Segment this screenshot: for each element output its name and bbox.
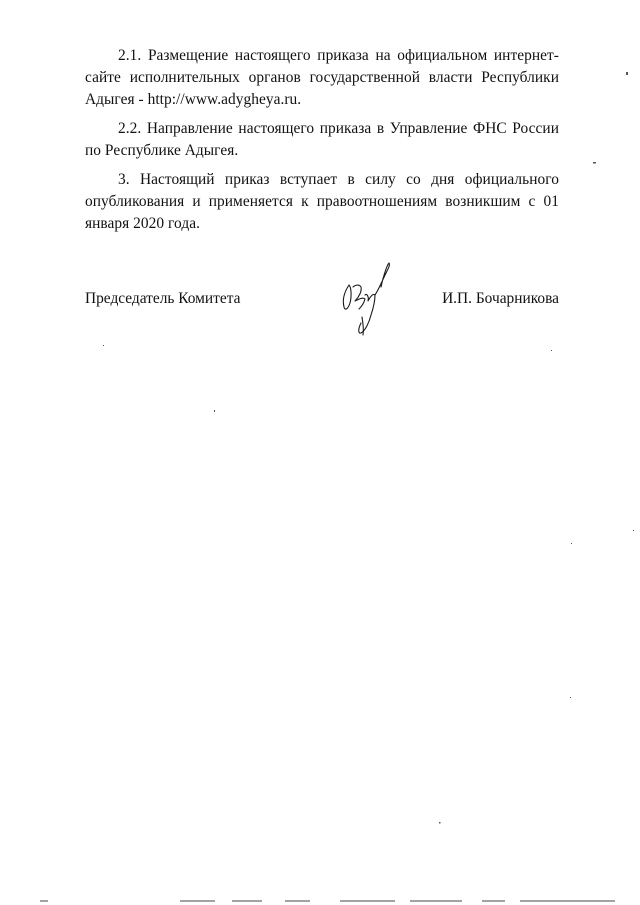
- signatory-name: И.П. Бочарникова: [442, 290, 559, 307]
- paragraph-2-1: 2.1. Размещение настоящего приказа на официальном интернет-сайте исполнительных органов государственной власти Республики Адыгея - http://www.adygheya.ru.: [85, 47, 559, 108]
- paragraph-2-2: 2.2. Направление настоящего приказа в Управление ФНС России по Республике Адыгея.: [85, 120, 559, 159]
- signature-block: [85, 288, 559, 316]
- paragraph-3: 3. Настоящий приказ вступает в силу со дня официального опубликования и применяется к правоотношениям возникшим с 01 января 2020 года.: [85, 171, 559, 232]
- handwritten-signature: [335, 257, 395, 337]
- signatory-position: Председатель Комитета: [85, 290, 241, 307]
